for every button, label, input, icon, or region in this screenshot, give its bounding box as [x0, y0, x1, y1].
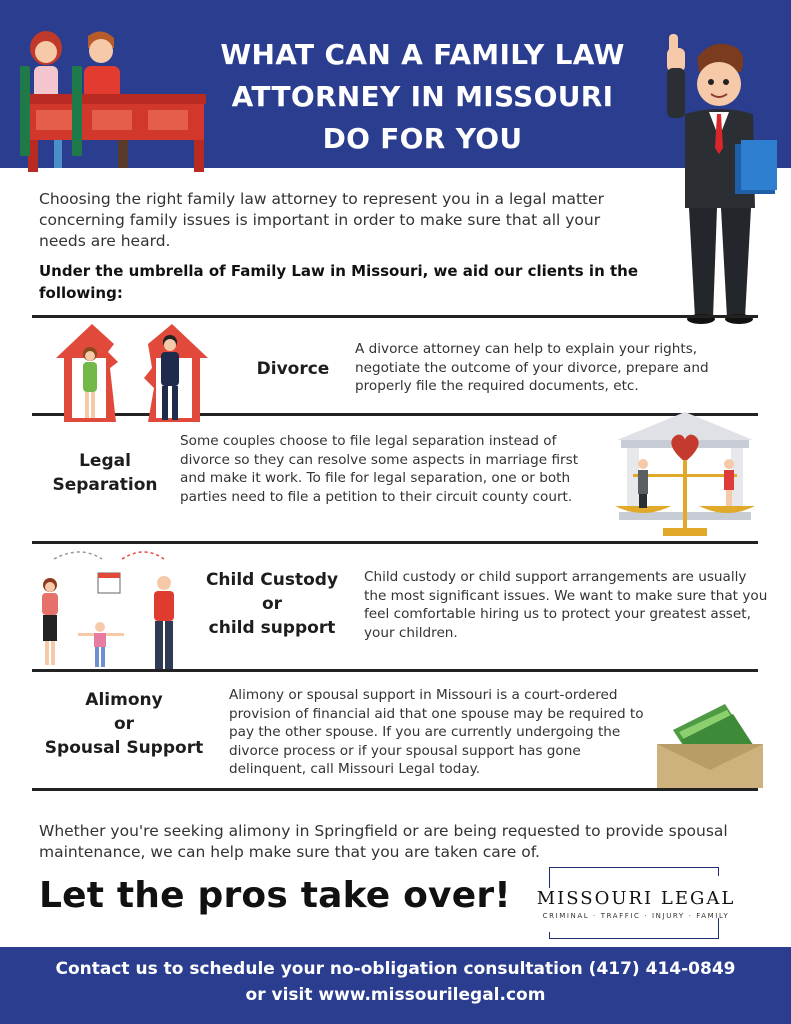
- legal-separation-title-line-1: Legal: [79, 451, 131, 471]
- intro-paragraph: Choosing the right family law attorney to represent you in a legal matter concerning family issues is important in order to make sure that all your needs are heard.: [39, 190, 605, 250]
- intro-lead: Under the umbrella of Family Law in Missouri, we aid our clients in the following:: [39, 262, 638, 302]
- child-custody-title-line-2: or: [261, 594, 283, 614]
- section-divider: [32, 788, 758, 791]
- title-line-1: WHAT CAN A FAMILY LAW: [220, 38, 625, 71]
- child-custody-title: [190, 568, 354, 640]
- legal-separation-title-line-2: Separation: [52, 475, 158, 495]
- legal-separation-title: [40, 449, 170, 497]
- courthouse-scales-illustration: [603, 412, 767, 540]
- child-custody-body: Child custody or child support arrangements are usually the most significant issues. We want to make sure that you feel comfortable hiring us to protect your greatest asset, your children.: [364, 569, 768, 641]
- divorce-body: A divorce attorney can help to explain your rights, negotiate the outcome of your divorce, prepare and properly file the required documents, etc.: [355, 341, 709, 394]
- logo-name: MISSOURI LEGAL: [536, 888, 736, 909]
- child-custody-title-line-1: Child Custody: [205, 570, 339, 590]
- title-line-3: DO FOR YOU: [322, 122, 523, 155]
- child-custody-illustration: [28, 545, 192, 673]
- money-envelope-illustration: [655, 700, 767, 790]
- footer-contact-line: Contact us to schedule your no-obligation consultation (417) 414-0849: [55, 959, 736, 979]
- alimony-body: Alimony or spousal support in Missouri is a court-ordered provision of financial aid that one spouse may be required to pay the other spouse. If you are currently undergoing the divorce process or if your spousal support has gone delinquent, call Missouri Legal today.: [229, 687, 644, 777]
- alimony-title-line-2: or: [113, 714, 135, 734]
- call-to-action-headline: Let the pros take over!: [39, 875, 511, 916]
- title-line-2: ATTORNEY IN MISSOURI: [231, 80, 614, 113]
- alimony-title-line-1: Alimony: [85, 690, 163, 710]
- divorce-title: [243, 357, 343, 381]
- alimony-title-line-3: Spousal Support: [44, 738, 204, 758]
- lawyer-pointing-illustration: [655, 28, 785, 324]
- broken-house-illustration: [52, 318, 212, 426]
- footer-website-line: or visit www.missourilegal.com: [245, 985, 546, 1005]
- child-custody-title-line-3: child support: [208, 618, 336, 638]
- footer-banner: [0, 947, 791, 1024]
- outro-paragraph: Whether you're seeking alimony in Springfield or are being requested to provide spousal maintenance, we can help make sure that you are taken care of.: [39, 822, 728, 861]
- alimony-title: [38, 688, 210, 760]
- page-title: [185, 34, 660, 160]
- missouri-legal-logo: [536, 867, 736, 939]
- logo-tagline: CRIMINAL · TRAFFIC · INJURY · FAMILY: [542, 912, 730, 920]
- section-divider: [32, 541, 758, 544]
- couple-at-desk-illustration: [14, 26, 214, 174]
- legal-separation-body: Some couples choose to file legal separation instead of divorce so they can resolve some aspects in marriage first and make it work. To file for legal separation, one or both parties need to file a petition to their circuit county court.: [180, 433, 579, 505]
- divorce-title-text: Divorce: [256, 359, 330, 379]
